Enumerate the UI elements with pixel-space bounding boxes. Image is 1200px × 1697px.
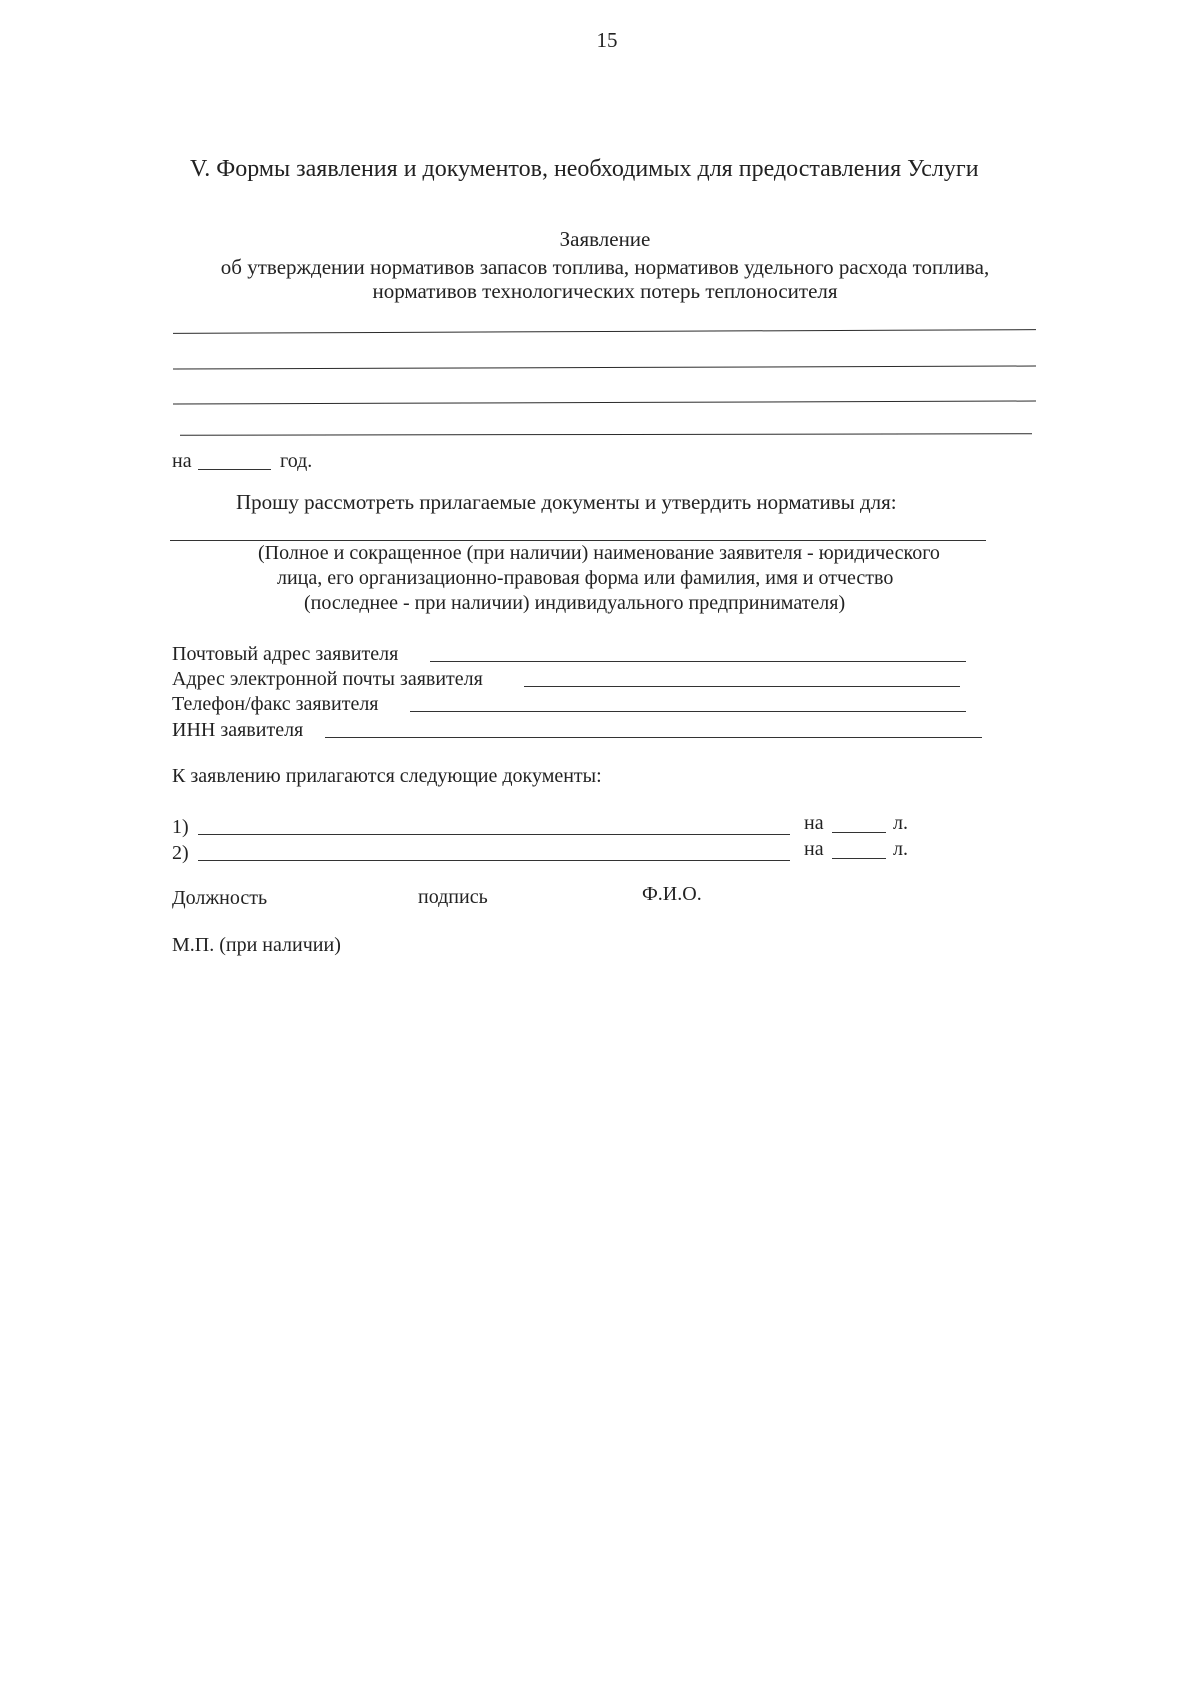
- attachment-pages-prefix: на: [804, 812, 824, 834]
- stamp-note: М.П. (при наличии): [172, 934, 341, 956]
- attachment-pages-suffix: л.: [893, 812, 908, 834]
- email-label: Адрес электронной почты заявителя: [172, 668, 483, 690]
- section-heading: V. Формы заявления и документов, необходимых для предоставления Услуги: [190, 156, 979, 182]
- header-blank-line-4[interactable]: [180, 433, 1032, 435]
- attachment-pages-prefix: на: [804, 838, 824, 860]
- attachment-2-pages-field[interactable]: [832, 858, 886, 859]
- attachment-2-field[interactable]: [198, 860, 790, 861]
- attachments-heading: К заявлению прилагаются следующие документы:: [172, 765, 602, 787]
- inn-field[interactable]: [325, 737, 982, 738]
- applicant-name-line[interactable]: [170, 540, 986, 541]
- application-subtitle-line2: нормативов технологических потерь теплоносителя: [372, 279, 838, 303]
- attachment-number: 1): [172, 816, 189, 838]
- phone-fax-field[interactable]: [410, 711, 966, 712]
- signature-name-label: Ф.И.О.: [642, 883, 702, 905]
- inn-label: ИНН заявителя: [172, 719, 304, 741]
- email-field[interactable]: [524, 686, 960, 687]
- signature-position-label: Должность: [172, 887, 268, 909]
- year-input-line[interactable]: [198, 469, 271, 470]
- postal-address-field[interactable]: [430, 661, 966, 662]
- attachment-number: 2): [172, 842, 189, 864]
- applicant-hint-line1: (Полное и сокращенное (при наличии) наименование заявителя - юридического: [258, 542, 940, 564]
- signature-sign-label: подпись: [418, 886, 488, 908]
- year-suffix: год.: [280, 450, 313, 472]
- phone-fax-label: Телефон/факс заявителя: [172, 693, 379, 715]
- applicant-hint-line2: лица, его организационно-правовая форма или фамилия, имя и отчество: [277, 567, 894, 589]
- application-subtitle-line1: об утверждении нормативов запасов топлива, нормативов удельного расхода топлива,: [220, 255, 990, 279]
- header-blank-line-1[interactable]: [173, 329, 1036, 334]
- attachment-1-field[interactable]: [198, 834, 790, 835]
- attachment-1-pages-field[interactable]: [832, 832, 886, 833]
- attachment-pages-suffix: л.: [893, 838, 908, 860]
- year-prefix: на: [172, 450, 192, 472]
- page-number: 15: [596, 28, 618, 52]
- application-title: Заявление: [559, 227, 651, 251]
- postal-address-label: Почтовый адрес заявителя: [172, 643, 399, 665]
- applicant-hint-line3: (последнее - при наличии) индивидуального предпринимателя): [304, 592, 846, 614]
- header-blank-line-2[interactable]: [173, 365, 1036, 369]
- header-blank-line-3[interactable]: [173, 400, 1036, 404]
- request-text: Прошу рассмотреть прилагаемые документы и утвердить нормативы для:: [236, 490, 897, 514]
